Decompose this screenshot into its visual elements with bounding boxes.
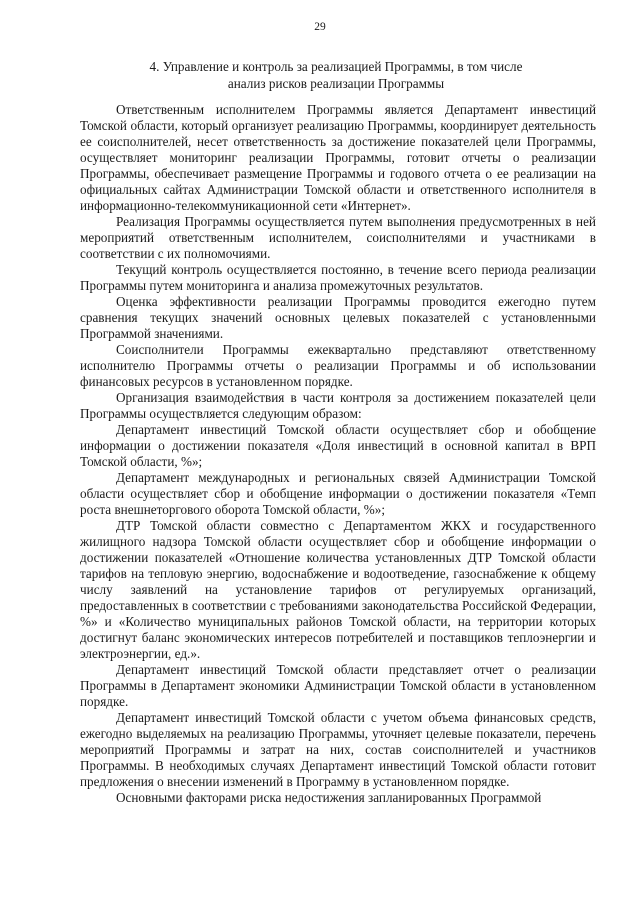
- paragraph: Ответственным исполнителем Программы является Департамент инвестиций Томской области, который организует реализацию Программы, координирует деятельность ее соисполнителей, несет ответственность за достижение показателей цели Программы, осуществляет мониторинг реализации Программы, готовит отчеты о реализации Программы, обеспечивает размещение Программы и годового отчета о ее реализации на официальных сайтах Администрации Томской области и ответственного исполнителя в информационно-телекоммуникационной сети «Интернет».: [80, 102, 596, 213]
- section-title-line-2: анализ рисков реализации Программы: [227, 76, 445, 91]
- paragraph: Департамент инвестиций Томской области представляет отчет о реализации Программы в Департамент экономики Администрации Томской области в установленном порядке.: [80, 662, 596, 709]
- paragraph: Основными факторами риска недостижения запланированных Программой: [116, 790, 542, 805]
- paragraph: Организация взаимодействия в части контроля за достижением показателей цели Программы осуществляется следующим образом:: [80, 390, 596, 421]
- section-title: [80, 58, 592, 92]
- page-number: 29: [314, 21, 326, 33]
- paragraph: Соисполнители Программы ежеквартально представляют ответственному исполнителю Программы отчеты о реализации Программы и об использовании финансовых ресурсов в установленном порядке.: [80, 342, 596, 389]
- paragraph: Департамент инвестиций Томской области с учетом объема финансовых средств, ежегодно выделяемых на реализацию Программы, уточняет целевые показатели, перечень мероприятий Программы и затрат на них, состав соисполнителей и участников Программы. В необходимых случаях Департамент инвестиций Томской области готовит предложения о внесении изменений в Программу в установленном порядке.: [80, 710, 596, 789]
- paragraph: Реализация Программы осуществляется путем выполнения предусмотренных в ней мероприятий ответственным исполнителем, соисполнителями и участниками в соответствии с их полномочиями.: [80, 214, 596, 261]
- paragraph: Оценка эффективности реализации Программы проводится ежегодно путем сравнения текущих значений основных целевых показателей с установленными Программой значениями.: [80, 294, 596, 341]
- paragraph: Текущий контроль осуществляется постоянно, в течение всего периода реализации Программы путем мониторинга и анализа промежуточных результатов.: [80, 262, 596, 293]
- section-title-line-1: 4. Управление и контроль за реализацией Программы, в том числе: [149, 59, 523, 74]
- paragraph: Департамент международных и региональных связей Администрации Томской области осуществляет сбор и обобщение информации о достижении показателя «Темп роста внешнеторгового оборота Томской области, %»;: [80, 470, 596, 517]
- paragraph: Департамент инвестиций Томской области осуществляет сбор и обобщение информации о достижении показателя «Доля инвестиций в основной капитал в ВРП Томской области, %»;: [80, 422, 596, 469]
- body-text: [80, 102, 596, 806]
- paragraph: ДТР Томской области совместно с Департаментом ЖКХ и государственного жилищного надзора Томской области осуществляет сбор и обобщение информации о достижении показателей «Отношение количества установленных ДТР Томской области тарифов на тепловую энергию, водоснабжение и водоотведение, газоснабжение к общему числу заявлений на установление тарифов от регулируемых организаций, предоставленных в соответствии с требованиями законодательства Российской Федерации, %» и «Количество муниципальных районов Томской области, на территории которых достигнут баланс экономических интересов потребителей и поставщиков теплоэнергии и электроэнергии, ед.».: [80, 518, 596, 661]
